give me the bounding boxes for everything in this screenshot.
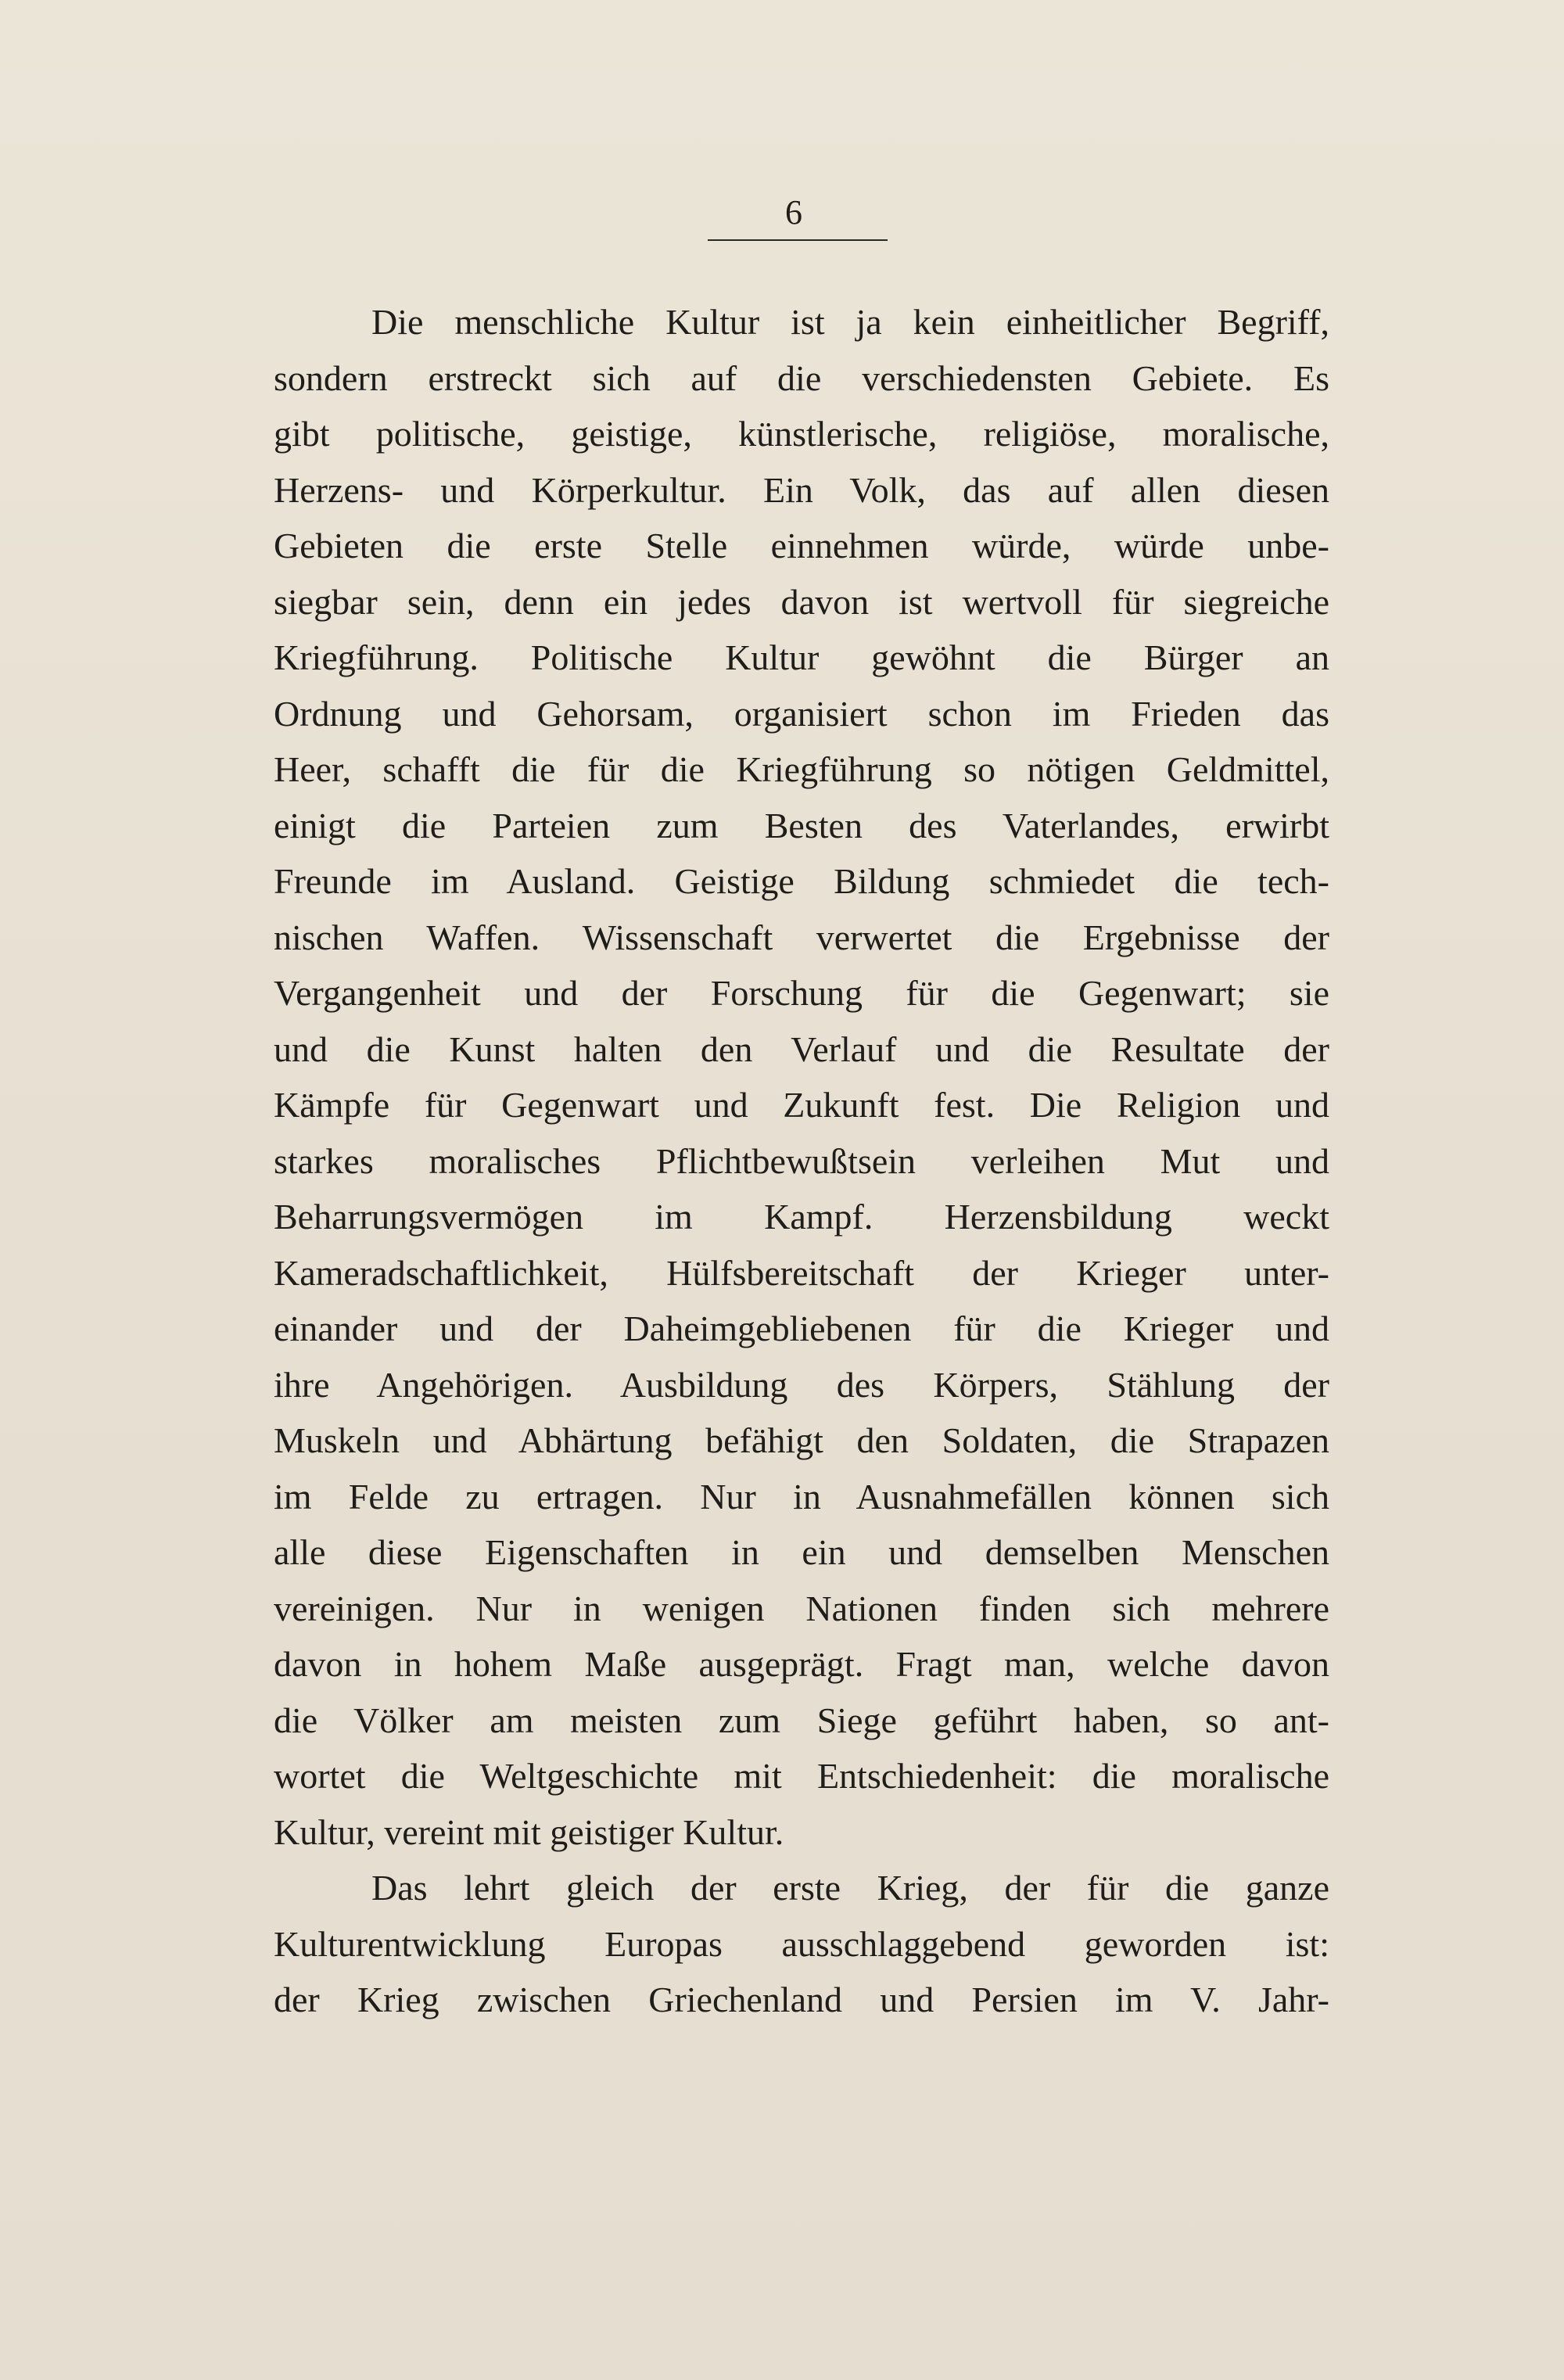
text-line: Kriegführung. Politische Kultur gewöhnt die Bürger an <box>274 637 1329 677</box>
text-line: Freunde im Ausland. Geistige Bildung schmiedet die tech- <box>274 861 1329 901</box>
text-line: gibt politische, geistige, künstlerische, religiöse, moralische, <box>274 414 1329 454</box>
text-line: vereinigen. Nur in wenigen Nationen finden sich mehrere <box>274 1588 1329 1628</box>
text-line: Kulturentwicklung Europas ausschlaggebend geworden ist: <box>274 1923 1329 1964</box>
text-line: Das lehrt gleich der erste Krieg, der für die ganze <box>371 1868 1329 1908</box>
text-line: Gebieten die erste Stelle einnehmen würde, würde unbe- <box>274 526 1329 565</box>
text-line: der Krieg zwischen Griechenland und Persien im V. Jahr- <box>274 1980 1329 2019</box>
text-line: Herzens- und Körperkultur. Ein Volk, das auf allen diesen <box>274 469 1329 510</box>
paragraph-1 <box>274 294 1329 1860</box>
text-line: einigt die Parteien zum Besten des Vaterlandes, erwirbt <box>274 805 1329 845</box>
text-line: starkes moralisches Pflichtbewußtsein verleihen Mut und <box>274 1140 1329 1181</box>
text-line: Heer, schafft die für die Kriegführung so nötigen Geldmittel, <box>274 749 1329 789</box>
page-number-rule <box>708 239 888 241</box>
text-line: wortet die Weltgeschichte mit Entschiedenheit: die moralische <box>274 1756 1329 1796</box>
text-line: ihre Angehörigen. Ausbildung des Körpers, Stählung der <box>274 1364 1329 1405</box>
text-line: nischen Waffen. Wissenschaft verwertet die Ergebnisse der <box>274 917 1329 957</box>
text-line: Muskeln und Abhärtung befähigt den Soldaten, die Strapazen <box>274 1420 1329 1460</box>
text-line: Ordnung und Gehorsam, organisiert schon im Frieden das <box>274 693 1329 734</box>
text-line: einander und der Daheimgebliebenen für die Krieger und <box>274 1308 1329 1348</box>
text-line: und die Kunst halten den Verlauf und die Resultate der <box>274 1028 1329 1069</box>
text-line: Kultur, vereint mit geistiger Kultur. <box>274 1811 784 1852</box>
text-line: davon in hohem Maße ausgeprägt. Fragt man, welche davon <box>274 1644 1329 1684</box>
text-line: im Felde zu ertragen. Nur in Ausnahmefällen können sich <box>274 1476 1329 1517</box>
text-line: alle diese Eigenschaften in ein und demselben Menschen <box>274 1532 1329 1572</box>
text-line: sondern erstreckt sich auf die verschiedensten Gebiete. Es <box>274 357 1329 398</box>
text-line: Kämpfe für Gegenwart und Zukunft fest. Die Religion und <box>274 1085 1329 1125</box>
page-number: 6 <box>785 193 802 232</box>
text-line: Die menschliche Kultur ist ja kein einheitlicher Begriff, <box>371 302 1329 342</box>
text-line: Kameradschaftlichkeit, Hülfsbereitschaft der Krieger unter- <box>274 1252 1329 1293</box>
paragraph-2 <box>274 1860 1329 2028</box>
text-line: siegbar sein, denn ein jedes davon ist wertvoll für siegreiche <box>274 581 1329 622</box>
text-line: Beharrungsvermögen im Kampf. Herzensbildung weckt <box>274 1197 1329 1237</box>
body-text <box>274 294 1329 2028</box>
text-line: die Völker am meisten zum Siege geführt haben, so ant- <box>274 1700 1329 1740</box>
text-line: Vergangenheit und der Forschung für die Gegenwart; sie <box>274 973 1329 1013</box>
